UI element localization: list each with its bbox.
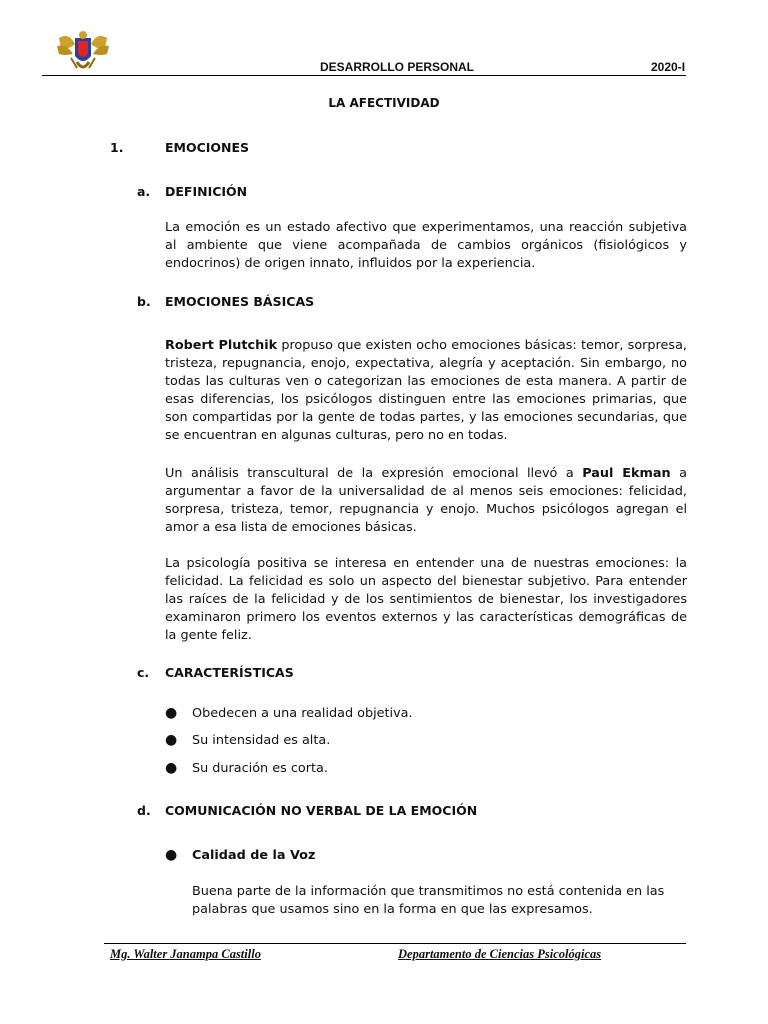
paragraph-text: Un análisis transcultural de la expresión emocional llevó a xyxy=(165,466,583,481)
bullet-icon: ● xyxy=(165,760,178,776)
section-title: EMOCIONES xyxy=(165,140,250,155)
subsection-heading-definicion xyxy=(137,184,247,199)
subsection-title: EMOCIONES BÁSICAS xyxy=(165,294,315,309)
list-item xyxy=(165,732,330,748)
university-crest-icon xyxy=(55,28,111,74)
subsection-heading-emociones-basicas xyxy=(137,294,314,309)
subsection-title: CARACTERÍSTICAS xyxy=(165,665,294,680)
bullet-icon: ● xyxy=(165,732,178,748)
bullet-icon: ● xyxy=(165,705,178,721)
term-label: 2020-I xyxy=(651,60,686,74)
course-title: DESARROLLO PERSONAL xyxy=(320,60,475,74)
definition-paragraph: La emoción es un estado afectivo que experimentamos, una reacción subjetiva al ambiente que viene acompañada de cambios orgánicos (fisiológicos y endocrinos) de origen innato, influidos por la experiencia. xyxy=(165,220,687,271)
subsection-letter: a. xyxy=(137,184,151,199)
paragraph-text: propuso que existen ocho emociones básicas: temor, sorpresa, tristeza, repugnancia, enojo, expectativa, alegría y aceptación. Sin embargo, no todas las culturas ven o categorizan las emociones de esta manera. A partir de esas diferencias, los psicólogos distinguen entre las emociones primarias, que son compartidas por la gente de todas partes, y las emociones secundarias, que se encuentran en algunas culturas, pero no en todas. xyxy=(165,338,687,443)
subsection-heading-comunicacion xyxy=(137,803,477,818)
subsection-letter: b. xyxy=(137,294,151,309)
author-name-plutchik: Robert Plutchik xyxy=(165,338,278,353)
list-item-text: Su duración es corta. xyxy=(192,761,328,776)
document-title: LA AFECTIVIDAD xyxy=(328,96,440,110)
section-number: 1. xyxy=(110,140,124,155)
header-divider xyxy=(42,75,686,76)
author-name-ekman: Paul Ekman xyxy=(582,466,671,481)
paragraph-text: a argumentar a favor de la universalidad de al menos seis emociones: felicidad, sorpresa, tristeza, temor, repugnancia y enojo. Muchos psicólogos agregan el amor a esa lista de emociones básicas. xyxy=(165,466,687,535)
subsection-title: COMUNICACIÓN NO VERBAL DE LA EMOCIÓN xyxy=(165,803,478,818)
positive-psychology-paragraph: La psicología positiva se interesa en entender una de nuestras emociones: la felicidad. La felicidad es solo un aspecto del bienestar subjetivo. Para entender las raíces de la felicidad y de los sentimientos de bienestar, los investigadores examinaron primero los eventos externos y las características demográficas de la gente feliz. xyxy=(165,556,687,643)
section-heading-emociones xyxy=(110,140,249,155)
ekman-paragraph xyxy=(165,465,687,537)
footer-author: Mg. Walter Janampa Castillo xyxy=(110,947,261,961)
subsection-heading-caracteristicas xyxy=(137,665,294,680)
list-item xyxy=(165,760,328,776)
subsection-letter: d. xyxy=(137,803,151,818)
list-item-text: Obedecen a una realidad objetiva. xyxy=(192,706,413,721)
voice-paragraph: Buena parte de la información que transmitimos no está contenida en las palabras que usamos sino en la forma en que las expresamos. xyxy=(192,884,665,917)
list-item-text: Su intensidad es alta. xyxy=(192,733,331,748)
bullet-icon: ● xyxy=(165,847,178,863)
subsection-title: DEFINICIÓN xyxy=(165,184,248,199)
list-item xyxy=(165,705,413,721)
footer-department: Departamento de Ciencias Psicológicas xyxy=(398,947,602,961)
plutchik-paragraph xyxy=(165,337,687,445)
subheading-text: Calidad de la Voz xyxy=(192,848,316,863)
calidad-voz-heading xyxy=(165,847,315,863)
subsection-letter: c. xyxy=(137,665,150,680)
footer-divider xyxy=(104,943,686,944)
